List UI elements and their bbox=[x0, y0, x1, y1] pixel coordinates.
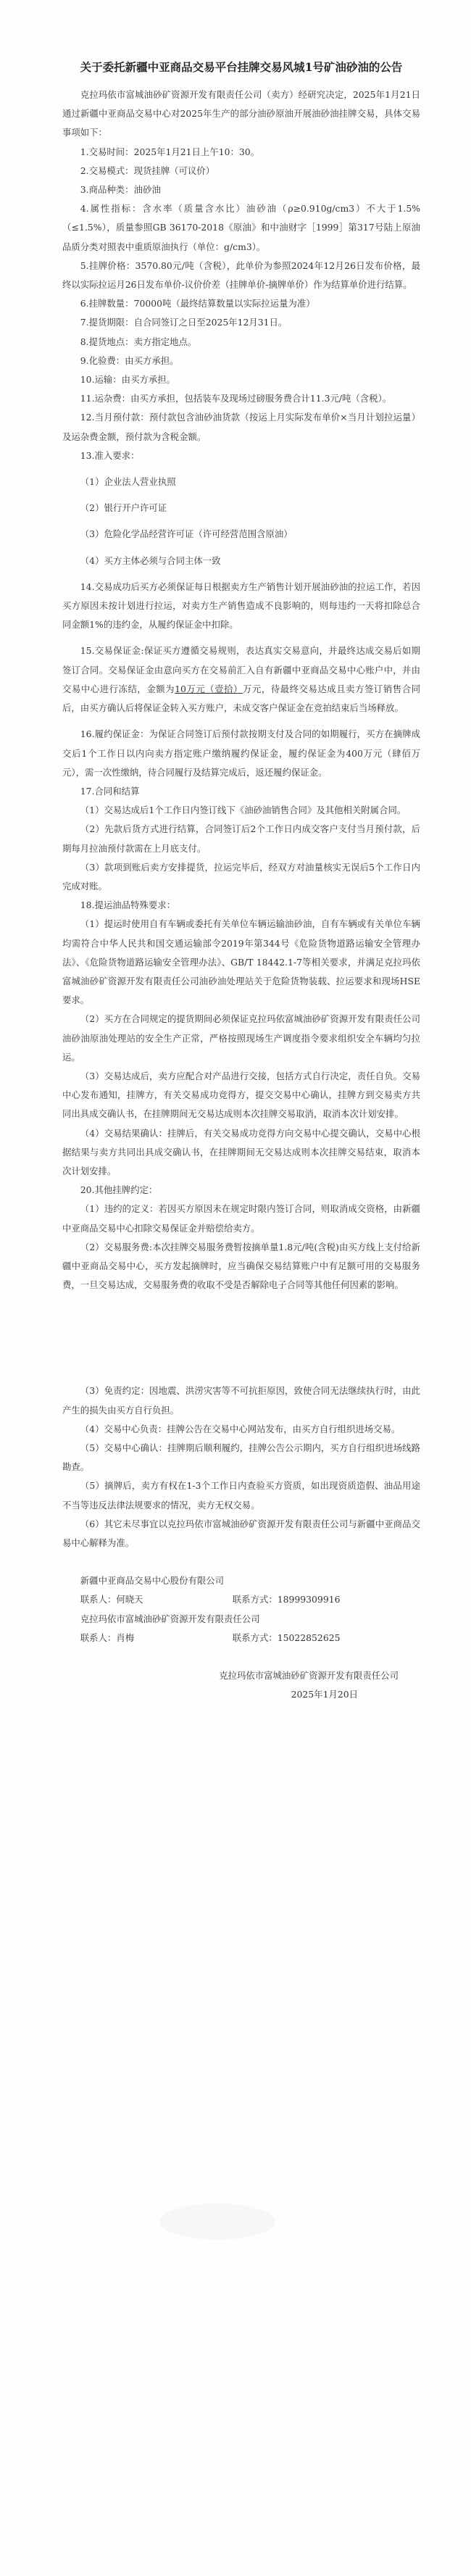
contact-1-name: 联系人：何晓天 bbox=[80, 1594, 143, 1605]
item-20-heading: 20.其他挂牌约定： bbox=[80, 1184, 158, 1196]
contact-2-name: 联系人：肖梅 bbox=[80, 1632, 135, 1643]
item-17-sub-1: （1）交易达成后1个工作日内签订线下《油砂油销售合同》及其他相关附属合同。 bbox=[80, 805, 407, 816]
contact-1-phone: 联系方式：18999309916 bbox=[232, 1594, 341, 1605]
item-16: 16.履约保证金：为保证合同签订后预付款按期支付及合同的如期履行，买方在摘牌成交后1个工作日以内向卖方指定账户缴纳履约保证金，履约保证金为400万元（肆佰万元），需一次性缴纳，待合同履行及结算完成后，返还履约保证金。 bbox=[62, 728, 420, 778]
item-7: 7.提货期限：自合同签订之日至2025年12月31日。 bbox=[80, 317, 288, 328]
item-1: 1.交易时间：2025年1月21日上午10：30。 bbox=[80, 146, 260, 157]
item-20-sub-1: （1）违约的定义：若因买方原因未在规定时限内签订合同，则取消成交资格，由新疆中亚商品交易中心扣除交易保证金并赔偿给卖方。 bbox=[62, 1203, 420, 1234]
intro-paragraph: 克拉玛依市富城油砂矿资源开发有限责任公司（卖方）经研究决定，2025年1月21日通过新疆中亚商品交易中心对2025年生产的部分油砂原油开展油砂油挂牌交易，具体交易事项如下： bbox=[62, 89, 420, 138]
requirement-3: （3）危险化学品经营许可证（许可经营范围含原油） bbox=[80, 528, 293, 540]
item-18-heading: 18.提运油品特殊要求： bbox=[80, 899, 176, 911]
item-8: 8.提货地点：卖方指定地点。 bbox=[80, 336, 197, 347]
contact-row-2 bbox=[62, 1629, 420, 1648]
contact-org-2: 克拉玛依市富城油砂矿资源开发有限责任公司 bbox=[80, 1613, 260, 1624]
item-15 bbox=[62, 641, 420, 718]
requirement-1: （1）企业法人营业执照 bbox=[80, 476, 176, 488]
item-10: 10.运输：由买方承担。 bbox=[80, 374, 176, 386]
item-6: 6.挂牌数量：70000吨（最终结算数量以实际拉运量为准） bbox=[80, 298, 315, 309]
contact-org-1: 新疆中亚商品交易中心股份有限公司 bbox=[80, 1575, 225, 1587]
item-11: 11.运杂费：由买方承担，包括装车及现场过磅服务费合计11.3元/吨（含税）。 bbox=[80, 393, 392, 404]
signature-org: 克拉玛依市富城油砂矿资源开发有限责任公司 bbox=[219, 1670, 399, 1682]
scan-smudge bbox=[159, 2203, 275, 2240]
contact-row-1 bbox=[62, 1590, 420, 1609]
item-18-sub-2: （2）买方在合同规定的提货期间必须保证克拉玛依富城油砂矿资源开发有限责任公司油砂油原油处理站的安全生产正常，严格按照现场生产调度指令要求组织安全车辆均匀拉运。 bbox=[62, 1013, 420, 1063]
tail-item-3: （5）交易中心确认：挂牌期后顺利履约，挂牌公告公示期内，买方自行组织进场线路勘查。 bbox=[62, 1442, 420, 1473]
item-18-sub-4: （4）交易结果确认：挂牌后，有关交易成功竞得方向交易中心提交确认，交易中心根据结果与卖方共同出具成交确认书，在挂牌期间无交易达成则本次挂牌交易结束，取消本次计划安排。 bbox=[62, 1127, 420, 1176]
tail-item-2: （4）交易中心负责：挂牌公告在交易中心网站发布，由买方自行组织进场交易。 bbox=[80, 1423, 401, 1434]
page-title: 关于委托新疆中亚商品交易平台挂牌交易风城1号矿油砂油的公告 bbox=[80, 60, 403, 74]
item-12: 12.当月预付款：预付款包含油砂油货款（按运上月实际发布单价×当月计划拉运量）及运杂费金额，预付款为含税金额。 bbox=[62, 412, 420, 442]
requirement-2: （2）银行开户许可证 bbox=[80, 502, 167, 514]
item-14: 14.交易成功后买方必须保证每日根据卖方生产销售计划开展油砂油的拉运工作，若因买方原因未按计划进行拉运，对卖方生产销售造成不良影响的，则每违约一天将扣除总合同金额1%的违约金，从履约保证金中扣除。 bbox=[62, 581, 420, 631]
item-18-sub-1: （1）提运时使用自有车辆或委托有关单位车辆运输油砂油，自有车辆或有关单位车辆均需符合中华人民共和国交通运输部令2019年第344号《危险货物道路运输安全管理办法》、《危险货物道路运输安全管理办法》、GB/T 18442.1-7等相关要求，并满足克拉玛依富城油砂矿资源开发有限责任公司油砂油处理站关于危险货物装载、拉运要求和现场HSE要求。 bbox=[62, 918, 420, 1006]
contact-2-phone: 联系方式：15022852625 bbox=[232, 1632, 341, 1643]
item-2: 2.交易模式：现货挂牌（可议价） bbox=[80, 165, 215, 176]
deposit-amount: 10万元（壹拾） bbox=[175, 683, 243, 694]
item-17-sub-3: （3）款项到账后卖方安排提货，拉运完毕后，经双方对油量核实无误后5个工作日内完成对账。 bbox=[62, 861, 420, 892]
item-3: 3.商品种类：油砂油 bbox=[80, 184, 161, 196]
item-15-text-b: 万元，待最终交易达成且卖方签订销售合同后，由买方确认后将保证金转入买方账户，未成交客户保证金在竞拍结束后当场释放。 bbox=[62, 683, 421, 714]
item-18-sub-3: （3）交易达成后，卖方应配合对产品进行交接，包括方式自行决定，责任自负。交易中心发布通知，挂牌方，有关交易成功竞得方，提交交易中心确认，挂牌方到交易卖方共同出具成交确认书，在挂牌期间无交易达成则本次挂牌交易取消，取消本次计划安排。 bbox=[62, 1070, 420, 1120]
tail-item-1: （3）免责约定：因地震、洪涝灾害等不可抗拒原因，致使合同无法继续执行时，由此产生的损失由买方自行负担。 bbox=[62, 1385, 420, 1416]
item-13: 13.准入要求： bbox=[80, 449, 140, 461]
item-9: 9.化验费：由买方承担。 bbox=[80, 354, 179, 366]
item-17-heading: 17.合同和结算 bbox=[80, 785, 140, 797]
item-4: 4.属性指标：含水率（质量含水比）油砂油（ρ≥0.910g/cm3）不大于1.5%（≤1.5%），质量参照GB 36170-2018《原油》和中油财字［1999］第317号陆上原油品质分类对照表中重质原油执行（单位：g/cm3）。 bbox=[62, 203, 420, 252]
tail-item-5: （6）其它未尽事宜以克拉玛依市富城油砂矿资源开发有限责任公司与新疆中亚商品交易中心解释为准。 bbox=[62, 1518, 420, 1549]
tail-item-4: （5）摘牌后，卖方有权在1-3个工作日内查验买方资质，如出现资质造假、油品用途不当等违反法律法规要求的情况，卖方无权交易。 bbox=[62, 1480, 420, 1511]
item-17-sub-2: （2）先款后货方式进行结算，合同签订后2个工作日内成交客户支付当月预付款，后期每月拉油预付款需在上月底支付。 bbox=[62, 823, 420, 854]
signature-date: 2025年1月20日 bbox=[291, 1689, 358, 1700]
item-20-sub-2: （2）交易服务费:本次挂牌交易服务费暂按摘单量1.8元/吨(含税)由买方线上支付给新疆中亚商品交易中心，买方发起摘牌时，应当确保交易结算账户中有足额可用的交易服务费，一旦交易达成，交易服务费的收取不受是否解除电子合同等其他任何因素的影响。 bbox=[62, 1241, 420, 1291]
item-15-text-a: 15.交易保证金:保证买方遵循交易规则，表达真实交易意向，并最终达成交易后如期签订合同。交易保证金由意向买方在交易前汇入自有新疆中亚商品交易中心账户中，并由交易中心进行冻结，金额为 bbox=[62, 645, 420, 694]
requirement-4: （4）买方主体必须与合同主体一致 bbox=[80, 554, 221, 566]
item-5: 5.挂牌价格：3570.80元/吨（含税），此单价为参照2024年12月26日发布价格，最终以实际拉运月26日发布单价-议价价差（挂牌单价-摘牌单价）作为结算单价进行结算。 bbox=[62, 259, 420, 291]
